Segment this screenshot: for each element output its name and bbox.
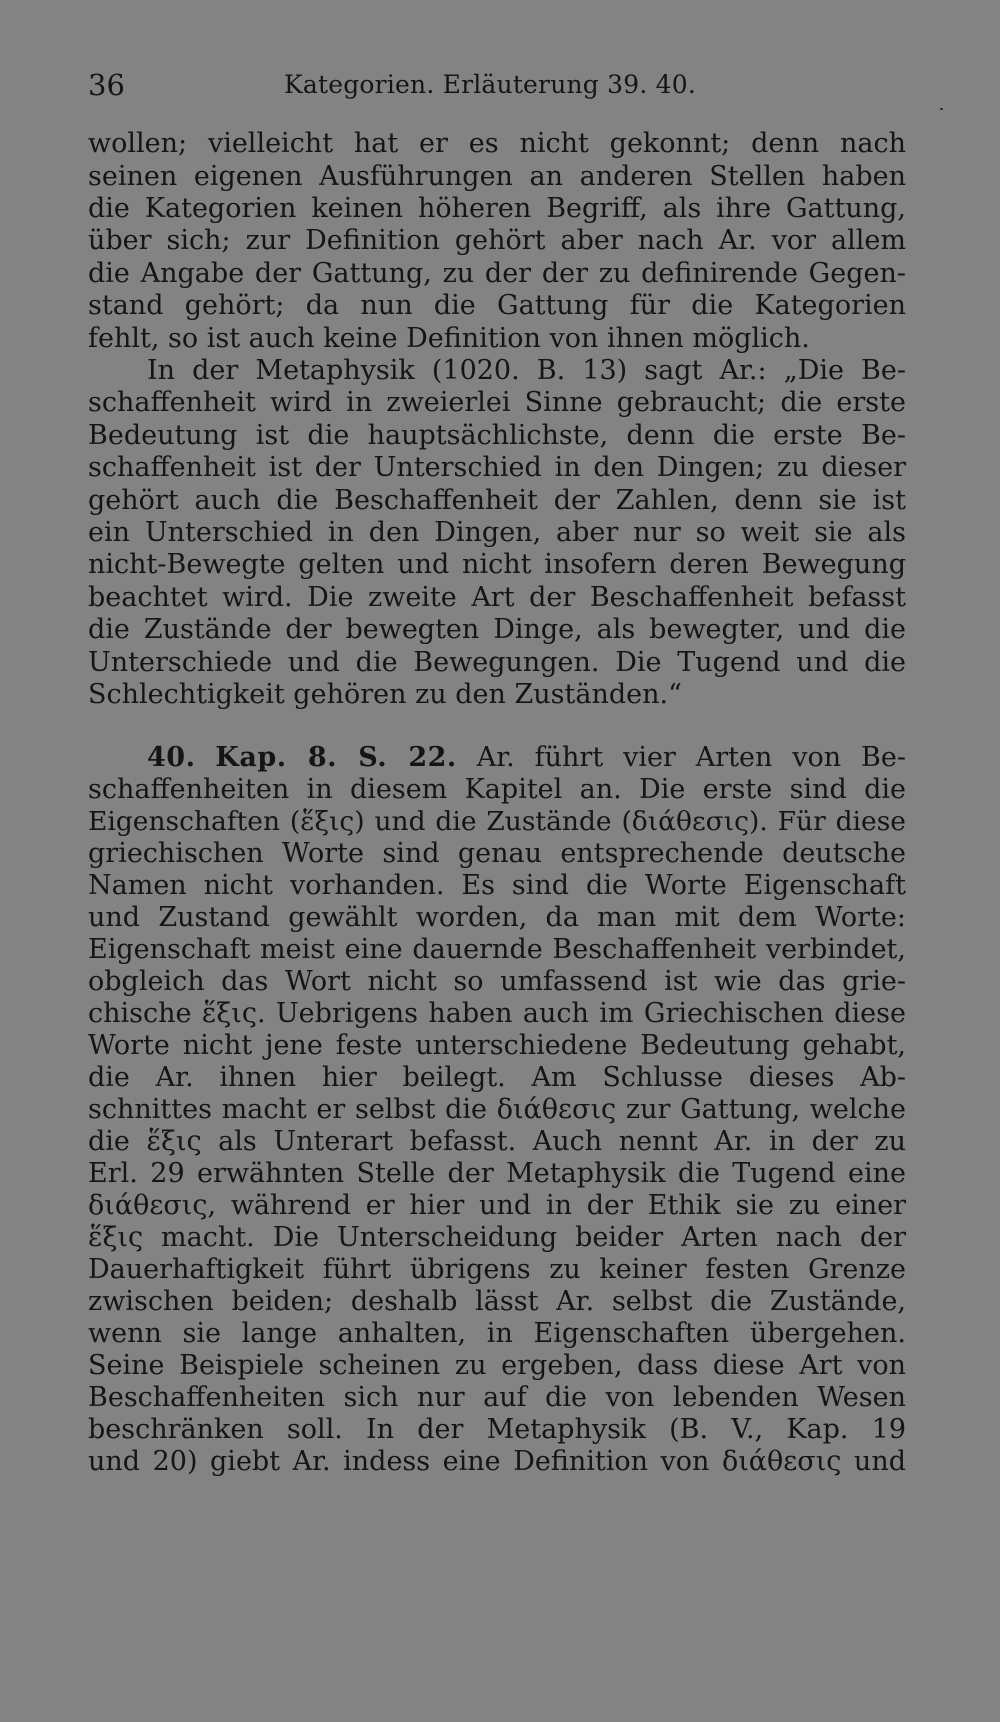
text-line: In der Metaphysik (1020. B. 13) sagt Ar.: „Die Be- (147, 355, 906, 386)
text-line: διάθεσις, während er hier und in der Ethik sie zu einer (88, 1190, 906, 1221)
scan-speck (940, 108, 943, 110)
section-number: 40. (147, 742, 196, 773)
page-number: 36 (88, 68, 125, 102)
text-line: beachtet wird. Die zweite Art der Beschaffenheit befasst (88, 582, 906, 613)
text-line: Erl. 29 erwähnten Stelle der Metaphysik die Tugend eine (88, 1158, 906, 1189)
text-line: die Kategorien keinen höheren Begriff, als ihre Gattung, (88, 193, 906, 224)
text-line: Eigenschaften (ἕξις) und die Zustände (διάθεσις). Für diese (88, 806, 906, 837)
text-line: ein Unterschied in den Dingen, aber nur so weit sie als (88, 517, 906, 548)
text-line: seinen eigenen Ausführungen an anderen Stellen haben (88, 161, 906, 192)
text-line: Unterschiede und die Bewegungen. Die Tugend und die (88, 647, 906, 678)
text-line: die Zustände der bewegten Dinge, als bewegter, und die (88, 614, 906, 645)
text-line: Dauerhaftigkeit führt übrigens zu keiner festen Grenze (88, 1254, 906, 1285)
text-line: nicht-Bewegte gelten und nicht insofern deren Bewegung (88, 549, 906, 580)
running-head (88, 68, 908, 108)
text-line: über sich; zur Definition gehört aber nach Ar. vor allem (88, 225, 906, 256)
text-line: schaffenheiten in diesem Kapitel an. Die erste sind die (88, 774, 906, 805)
text-line: Seine Beispiele scheinen zu ergeben, dass diese Art von (88, 1350, 906, 1381)
text-line: die Ar. ihnen hier beilegt. Am Schlusse dieses Ab- (88, 1062, 906, 1093)
text-line: und 20) giebt Ar. indess eine Definition von διάθεσις und (88, 1446, 906, 1477)
text-line: beschränken soll. In der Metaphysik (B. V., Kap. 19 (88, 1414, 906, 1445)
text-line: und Zustand gewählt worden, da man mit dem Worte: (88, 902, 906, 933)
section-heading-line (147, 742, 906, 773)
text-line: zwischen beiden; deshalb lässt Ar. selbst die Zustände, (88, 1286, 906, 1317)
section-first-line: Ar. führt vier Arten von Be- (476, 742, 906, 773)
text-line: stand gehört; da nun die Gattung für die Kategorien (88, 290, 906, 321)
text-line: schnittes macht er selbst die διάθεσις zur Gattung, welche (88, 1094, 906, 1125)
text-line: fehlt, so ist auch keine Definition von ihnen möglich. (88, 323, 810, 354)
running-title: Kategorien. Erläuterung 39. 40. (284, 70, 697, 99)
text-line: wollen; vielleicht hat er es nicht gekonnt; denn nach (88, 128, 906, 159)
text-line: schaffenheit wird in zweierlei Sinne gebraucht; die erste (88, 387, 906, 418)
text-line: Namen nicht vorhanden. Es sind die Worte Eigenschaft (88, 870, 906, 901)
text-line: Eigenschaft meist eine dauernde Beschaffenheit verbindet, (88, 934, 906, 965)
text-line: gehört auch die Beschaffenheit der Zahlen, denn sie ist (88, 485, 906, 516)
text-line: Worte nicht jene feste unterschiedene Bedeutung gehabt, (88, 1030, 906, 1061)
text-line: obgleich das Wort nicht so umfassend ist wie das grie- (88, 966, 906, 997)
text-line: chische ἕξις. Uebrigens haben auch im Griechischen diese (88, 998, 906, 1029)
text-line: die Angabe der Gattung, zu der der zu definirende Gegen- (88, 258, 906, 289)
text-line: Beschaffenheiten sich nur auf die von lebenden Wesen (88, 1382, 906, 1413)
text-line: Bedeutung ist die hauptsächlichste, denn die erste Be- (88, 420, 906, 451)
section-label: Kap. 8. S. 22. (215, 742, 457, 773)
text-line: die ἕξις als Unterart befasst. Auch nennt Ar. in der zu (88, 1126, 906, 1157)
text-line: griechischen Worte sind genau entsprechende deutsche (88, 838, 906, 869)
text-line: schaffenheit ist der Unterschied in den Dingen; zu dieser (88, 452, 906, 483)
text-line: ἕξις macht. Die Unterscheidung beider Arten nach der (88, 1222, 906, 1253)
text-line: Schlechtigkeit gehören zu den Zuständen.“ (88, 679, 682, 710)
text-line: wenn sie lange anhalten, in Eigenschaften übergehen. (88, 1318, 906, 1349)
